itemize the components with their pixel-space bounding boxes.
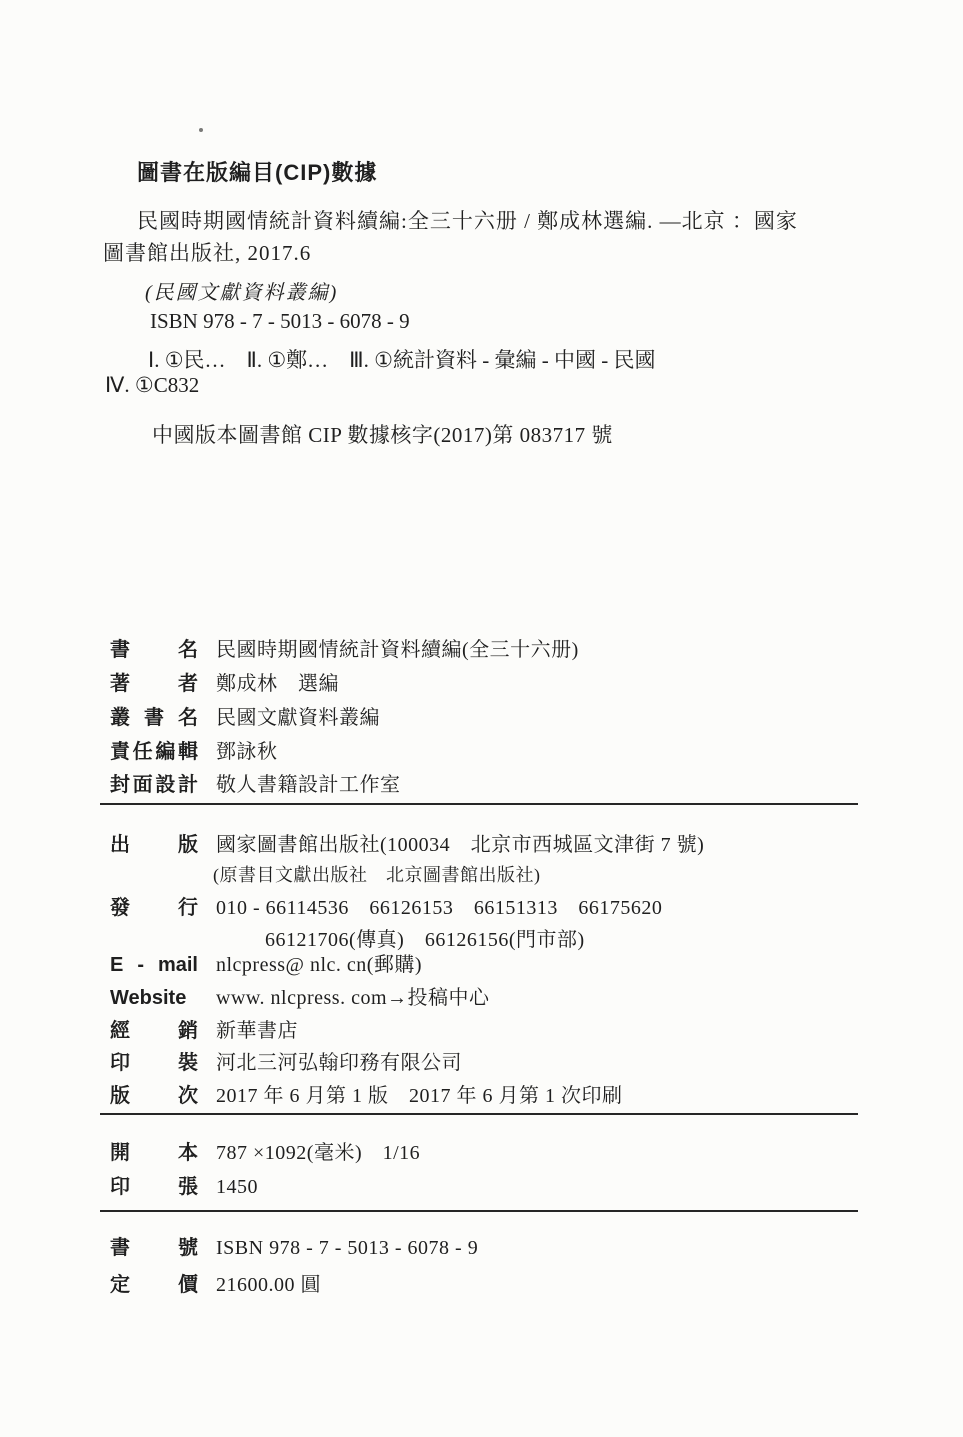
row-cover-design [110,768,401,797]
row-book-number [110,1231,478,1260]
print-speck [199,128,203,132]
seller-value: 新華書店 [216,1020,298,1042]
email-label: E - mail [110,954,198,976]
divider-line-2 [100,1113,858,1115]
distribution-phones-line2: 66121706(傳真) 66126156(門市部) [265,929,585,951]
cip-description-line2: 圖書館出版社, 2017.6 [103,241,312,265]
row-email [110,948,422,977]
row-printed-sheets [110,1170,258,1199]
cip-series-note: (民國文獻資料叢編) [145,282,339,304]
divider-line-1 [100,803,858,805]
distribution-phones-line1: 010 - 66114536 66126153 66151313 66175620 [216,897,663,919]
email-value: nlcpress@ nlc. cn(郵購) [216,954,423,976]
cip-header: 圖書在版編目(CIP)數據 [137,160,378,185]
cip-classification-line2: Ⅳ. ①C832 [105,373,200,397]
row-edition [110,1079,623,1108]
series-name-label: 叢 書 名 [110,707,198,729]
seller-label: 經 銷 [110,1020,198,1042]
format-size-label: 開 本 [110,1142,198,1164]
cip-description-line1: 民國時期國情統計資料續編:全三十六册 / 鄭成林選編. —北京 ：國家 [137,209,798,233]
cover-design-label: 封面設計 [110,774,198,796]
edition-value: 2017 年 6 月第 1 版 2017 年 6 月第 1 次印刷 [216,1085,623,1107]
row-series-name [110,701,380,730]
publisher-former-names: (原書目文獻出版社 北京圖書館出版社) [213,865,541,885]
responsible-editor-label: 責任編輯 [110,741,198,763]
book-number-label: 書 號 [110,1237,198,1259]
cover-design-value: 敬人書籍設計工作室 [216,774,401,796]
website-label: Website [110,987,187,1009]
format-size-value: 787 ×1092(毫米) 1/16 [216,1142,421,1164]
price-value: 21600.00 圓 [216,1274,321,1296]
printer-value: 河北三河弘翰印務有限公司 [216,1052,462,1074]
publisher-label: 出 版 [110,834,198,856]
author-label: 著 者 [110,673,198,695]
distribution-label: 發 行 [110,897,198,919]
book-title-value: 民國時期國情統計資料續編(全三十六册) [216,639,579,661]
printed-sheets-label: 印 張 [110,1176,198,1198]
row-format-size [110,1136,420,1165]
series-name-value: 民國文獻資料叢編 [216,707,380,729]
publisher-value: 國家圖書館出版社(100034 北京市西城區文津街 7 號) [216,834,705,856]
edition-label: 版 次 [110,1085,198,1107]
cip-classification-line1: Ⅰ. ①民… Ⅱ. ①鄭… Ⅲ. ①統計資料 - 彙編 - 中國 - 民國 [148,348,656,372]
cip-isbn: ISBN 978 - 7 - 5013 - 6078 - 9 [150,309,410,333]
website-value: www. nlcpress. com→投稿中心 [216,987,490,1009]
printed-sheets-value: 1450 [216,1176,258,1198]
divider-line-3 [100,1210,858,1212]
responsible-editor-value: 鄧詠秋 [216,741,278,763]
cip-record-number: 中國版本圖書館 CIP 數據核字(2017)第 083717 號 [152,423,613,447]
row-publisher [110,828,704,857]
row-book-title [110,633,579,662]
row-distribution [110,891,662,920]
price-label: 定 價 [110,1274,198,1296]
row-price [110,1268,321,1297]
row-responsible-editor [110,735,278,764]
row-seller [110,1014,298,1043]
printer-label: 印 裝 [110,1052,198,1074]
row-website [110,981,490,1010]
author-value: 鄭成林 選編 [216,673,339,695]
row-author [110,667,339,696]
row-printer [110,1046,462,1075]
book-title-label: 書 名 [110,639,198,661]
book-number-value: ISBN 978 - 7 - 5013 - 6078 - 9 [216,1237,479,1259]
